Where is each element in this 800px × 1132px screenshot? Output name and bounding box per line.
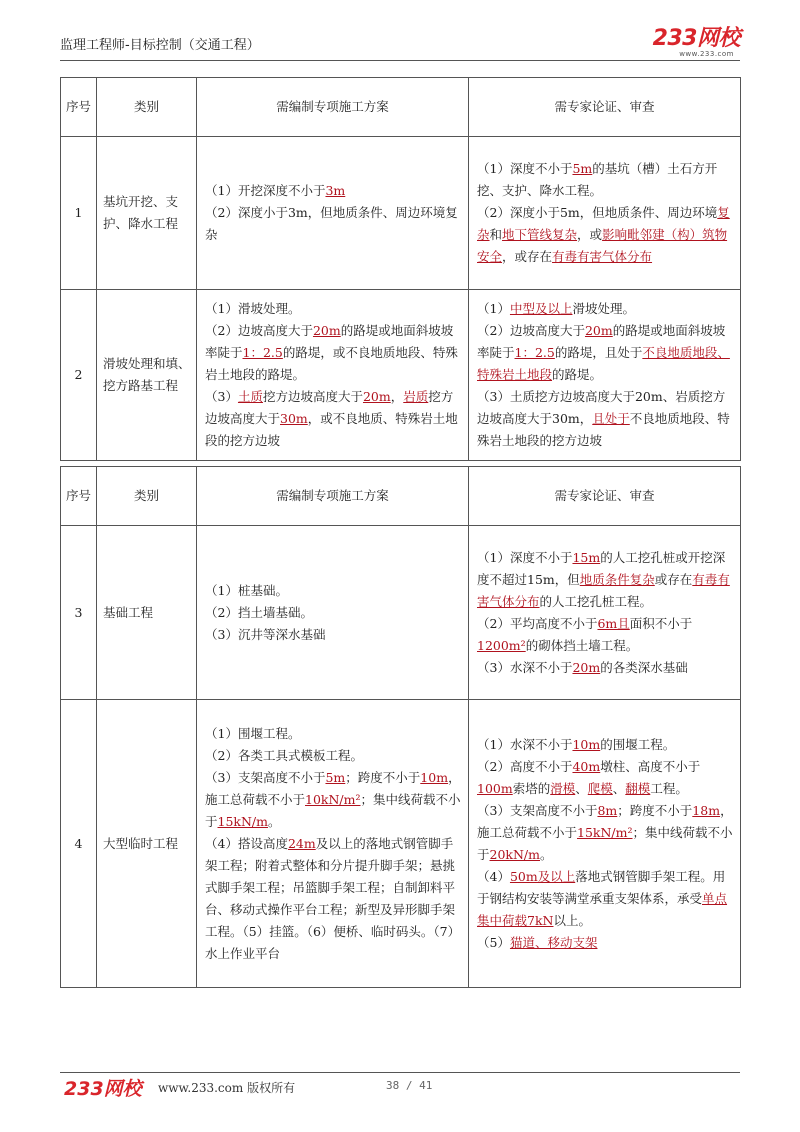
highlighted-term: 单点集中荷载 [477, 890, 728, 928]
highlighted-term: 100m [477, 780, 513, 796]
requirement-text: （2）高度不小于 [477, 758, 573, 774]
requirement-text: （1）桩基础。 [205, 582, 288, 598]
requirement-text: ，或 [577, 227, 603, 242]
header-plan: 需编制专项施工方案 [197, 467, 469, 526]
highlighted-term: 岩质 [403, 389, 429, 404]
highlighted-term: 有毒有害气体分布 [552, 249, 653, 264]
highlighted-term: 不良地质地段、特殊岩土地段 [477, 345, 730, 382]
requirement-text: 的路堤，或不良地质地段、特殊岩土地段的路堤。 [205, 345, 458, 382]
table-row [61, 700, 741, 988]
highlighted-term: 18m [692, 802, 721, 818]
footer-divider [60, 1072, 740, 1073]
requirement-text: 面积不小于 [629, 615, 693, 631]
requirement-text: （2）平均高度不小于 [477, 615, 598, 631]
header-category: 类别 [97, 467, 197, 526]
requirement-text: 、 [612, 780, 626, 796]
requirement-text: （4） [477, 868, 510, 884]
row-expert-requirements [469, 526, 741, 700]
requirement-text: 。 [540, 846, 553, 862]
highlighted-term: 15m [572, 549, 601, 565]
logo-wordmark: 233网校 [652, 26, 740, 51]
requirement-text: （2）边坡高度大于 [205, 323, 313, 338]
requirement-item [205, 833, 462, 965]
page-header [60, 28, 740, 58]
requirement-item [205, 180, 462, 202]
footer-logo: 233网校 [64, 1078, 142, 1100]
requirement-item [477, 657, 734, 679]
row-category: 滑坡处理和填、挖方路基工程 [97, 290, 197, 461]
highlighted-term: 10kN/m² [305, 791, 361, 807]
requirement-text: （3）沉井等深水基础 [205, 626, 326, 642]
row-plan-requirements [197, 137, 469, 290]
requirement-text: （3）支架高度不小于 [205, 769, 326, 785]
row-expert-requirements [469, 137, 741, 290]
highlighted-term: 爬模 [587, 780, 613, 796]
requirement-text: ；集中线荷载不小于 [205, 791, 461, 829]
highlighted-term: 5m [572, 161, 593, 176]
row-number: 4 [61, 700, 97, 988]
highlighted-term: 翻模 [625, 780, 651, 796]
highlighted-term: 50m及以上 [509, 868, 576, 884]
highlighted-term: 1200m² [477, 637, 526, 653]
highlighted-term: 地质条件复杂 [579, 571, 655, 587]
row-category: 大型临时工程 [97, 700, 197, 988]
requirement-text: 和 [489, 227, 503, 242]
requirement-text: 或存在 [654, 571, 693, 587]
header-no: 序号 [61, 467, 97, 526]
requirement-text: 的围堰工程。 [600, 736, 676, 752]
requirement-item [477, 800, 734, 866]
highlighted-term: 24m [287, 835, 316, 851]
construction-plan-table-1 [60, 77, 741, 461]
requirement-item [205, 723, 462, 745]
highlighted-term: 15kN/m [217, 813, 268, 829]
highlighted-term: 30m [280, 411, 308, 426]
highlighted-term: 20m [362, 389, 391, 404]
highlighted-term: 10m [420, 769, 449, 785]
requirement-text: 挖方边坡高度大于 [205, 389, 454, 426]
requirement-item [205, 745, 462, 767]
requirement-text: ，或不良地质、特殊岩土地段的挖方边坡 [205, 411, 458, 448]
highlighted-term: 7kN [527, 912, 554, 928]
requirement-text: 的各类深水基础 [600, 659, 688, 675]
requirement-text: 不良地质地段、特殊岩土地段的挖方边坡 [477, 411, 730, 448]
requirement-text: （3） [205, 389, 238, 404]
requirement-text: 工程。 [650, 780, 688, 796]
requirement-text: （5） [477, 934, 510, 950]
requirement-text: （3）支架高度不小于 [477, 802, 598, 818]
row-category: 基坑开挖、支护、降水工程 [97, 137, 197, 290]
highlighted-term: 20m [312, 323, 341, 338]
row-plan-requirements [197, 290, 469, 461]
table-row [61, 290, 741, 461]
requirement-item [205, 320, 462, 386]
requirement-item [477, 202, 734, 268]
requirement-text: 的路堤或地面斜坡坡率陡于 [205, 323, 454, 360]
requirement-item [477, 158, 734, 202]
requirement-text: ， [390, 389, 404, 404]
row-plan-requirements [197, 526, 469, 700]
requirement-text: 的基坑（槽）土石方开挖、支护、降水工程。 [477, 161, 718, 198]
highlighted-term: 中型及以上 [509, 301, 573, 316]
requirement-item [205, 602, 462, 624]
requirement-item [477, 547, 734, 613]
highlighted-term: 1：2.5 [242, 345, 283, 360]
requirement-text: 的路堤，且处于 [554, 345, 643, 360]
footer-copyright: www.233.com 版权所有 [158, 1081, 296, 1095]
requirement-item [205, 298, 462, 320]
requirement-text: （1）深度不小于 [477, 549, 573, 565]
requirement-item [477, 613, 734, 657]
requirement-item [477, 734, 734, 756]
requirement-text: （4）搭设高度 [205, 835, 288, 851]
requirement-text: （1）深度不小于 [477, 161, 573, 176]
requirement-text: （2）挡土墙基础。 [205, 604, 313, 620]
requirement-text: 及以上的落地式钢管脚手架工程；附着式整体和分片提升脚手架；悬挑式脚手架工程；吊篮脚手架工程；自制卸料平台、移动式操作平台工程；新型及异形脚手架工程。（5）挂篮。（6）便桥、临时码头。（7）水上作业平台 [205, 835, 461, 961]
highlighted-term: 20kN/m [489, 846, 540, 862]
requirement-item [205, 580, 462, 602]
construction-plan-table-2 [60, 466, 741, 988]
requirement-text: 的路堤或地面斜坡坡率陡于 [477, 323, 726, 360]
table-row [61, 526, 741, 700]
requirement-text: ；集中线荷载不小于 [477, 824, 733, 862]
page-footer [60, 1074, 740, 1100]
requirement-text: 的人工挖孔桩工程。 [539, 593, 653, 609]
requirement-text: （3）水深不小于 [477, 659, 573, 675]
requirement-text: 的路堤。 [552, 367, 603, 382]
highlighted-term: 1：2.5 [514, 345, 555, 360]
requirement-text: ，施工总荷载不小于 [205, 769, 461, 807]
requirement-text: ，或存在 [502, 249, 553, 264]
requirement-text: （2）各类工具式模板工程。 [205, 747, 363, 763]
header-category: 类别 [97, 78, 197, 137]
requirement-text: （1）滑坡处理。 [205, 301, 301, 316]
highlighted-term: 6m且 [597, 615, 630, 631]
requirement-text: （2）深度小于5m，但地质条件、周边环境 [477, 205, 718, 220]
requirement-item [205, 767, 462, 833]
row-category: 基础工程 [97, 526, 197, 700]
requirement-item [477, 298, 734, 320]
row-plan-requirements [197, 700, 469, 988]
highlighted-term: 3m [325, 183, 346, 198]
table-header-row [61, 78, 741, 137]
requirement-text: 、 [575, 780, 588, 796]
highlighted-term: 40m [572, 758, 601, 774]
requirement-text: （1）水深不小于 [477, 736, 573, 752]
highlighted-term: 5m [325, 769, 346, 785]
highlighted-term: 15kN/m² [577, 824, 633, 840]
requirement-text: 。 [268, 813, 281, 829]
requirement-text: （2）深度小于3m，但地质条件、周边环境复杂 [205, 205, 458, 242]
requirement-text: （1）围堰工程。 [205, 725, 301, 741]
requirement-text: （1） [477, 301, 510, 316]
requirement-text: ，施工总荷载不小于 [477, 802, 733, 840]
table-row [61, 137, 741, 290]
highlighted-term: 有毒有害气体分布 [477, 571, 730, 609]
requirement-item [477, 386, 734, 452]
requirement-text: （2）边坡高度大于 [477, 323, 585, 338]
requirement-text: ；跨度不小于 [617, 802, 693, 818]
requirement-text: ；跨度不小于 [345, 769, 421, 785]
requirement-text: （3）土质挖方边坡高度大于20m、岩质挖方边坡高度大于30m， [477, 389, 726, 426]
requirement-item [477, 320, 734, 386]
requirement-text: 挖方边坡高度大于 [262, 389, 363, 404]
requirement-item [205, 386, 462, 452]
requirement-text: （1）开挖深度不小于 [205, 183, 326, 198]
highlighted-term: 滑模 [550, 780, 576, 796]
brand-logo [653, 28, 740, 58]
highlighted-term: 地下管线复杂 [502, 227, 578, 242]
row-number: 2 [61, 290, 97, 461]
logo-url: www.233.com [679, 50, 734, 58]
highlighted-term: 猫道、移动支架 [509, 934, 598, 950]
header-divider [60, 60, 740, 61]
requirement-text: 的人工挖孔桩或开挖深度不超过15m，但 [477, 549, 726, 587]
document-title: 监理工程师-目标控制（交通工程） [60, 38, 260, 53]
header-plan: 需编制专项施工方案 [197, 78, 469, 137]
row-expert-requirements [469, 290, 741, 461]
highlighted-term: 8m [597, 802, 618, 818]
highlighted-term: 20m [572, 659, 601, 675]
requirement-item [205, 202, 462, 246]
row-number: 3 [61, 526, 97, 700]
requirement-text: 滑坡处理。 [572, 301, 635, 316]
requirement-item [205, 624, 462, 646]
requirement-text: 以上。 [553, 912, 591, 928]
requirement-item [477, 932, 734, 954]
highlighted-term: 10m [572, 736, 601, 752]
highlighted-term: 且处于 [592, 411, 630, 426]
page-number: 38 / 41 [386, 1079, 433, 1092]
highlighted-term: 土质 [237, 389, 263, 404]
row-number: 1 [61, 137, 97, 290]
table-header-row [61, 467, 741, 526]
highlighted-term: 复杂 [477, 205, 730, 242]
highlighted-term: 20m [584, 323, 613, 338]
header-expert: 需专家论证、审查 [469, 467, 741, 526]
requirement-item [477, 756, 734, 800]
row-expert-requirements [469, 700, 741, 988]
requirement-text: 落地式钢管脚手架工程。用于钢结构安装等满堂承重支架体系，承受 [477, 868, 726, 906]
requirement-item [477, 866, 734, 932]
header-no: 序号 [61, 78, 97, 137]
requirement-text: 的砌体挡土墙工程。 [525, 637, 639, 653]
highlighted-term: 影响毗邻建（构）筑物安全 [477, 227, 728, 264]
requirement-text: 墩柱、高度不小于 [600, 758, 701, 774]
header-expert: 需专家论证、审查 [469, 78, 741, 137]
requirement-text: 索塔的 [512, 780, 551, 796]
